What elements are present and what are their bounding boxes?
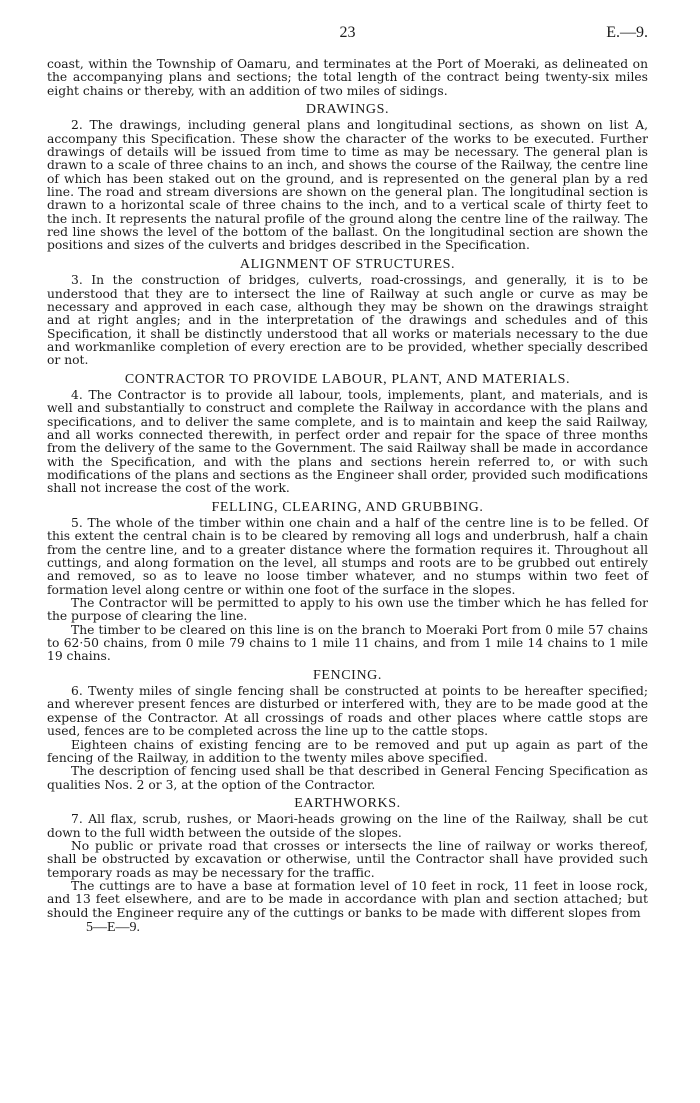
drawings-heading: DRAWINGS.	[305, 102, 390, 118]
earthworks-paragraph-1: 7. All flax, scrub, rushes, or Maori-heads growing on the line of the Railway, shall be cut down to the full width between the outside of the slopes.	[47, 812, 648, 840]
page-number: 23	[339, 24, 356, 41]
page-signature: 5—E—9.	[86, 919, 141, 935]
document-reference: E.—9.	[606, 24, 648, 41]
intro-paragraph: coast, within the Township of Oamaru, and terminates at the Port of Moeraki, as delineated on the accompanying plans and sections; the total length of the contract being twenty-six miles eight chains or thereby, with an addition of two miles of sidings.	[47, 57, 648, 98]
fencing-heading: FENCING.	[313, 667, 382, 683]
contractor-heading: CONTRACTOR TO PROVIDE LABOUR, PLANT, AND MATERIALS.	[124, 371, 571, 387]
document-body	[47, 58, 648, 934]
earthworks-paragraph-3: The cuttings are to have a base at formation level of 10 feet in rock, 11 feet in loose rock, and 13 feet elsewhere, and are to be made in accordance with plan and section attached; but should the Engineer require any of the cuttings or banks to be made with different slopes from	[47, 878, 648, 920]
earthworks-heading: EARTHWORKS.	[294, 795, 401, 811]
fencing-paragraph-2: Eighteen chains of existing fencing are to be removed and put up again as part of the fencing of the Railway, in addition to the twenty miles above specified.	[47, 737, 648, 765]
felling-paragraph-2: The Contractor will be permitted to apply to his own use the timber which he has felled for the purpose of clearing the line.	[47, 596, 648, 624]
drawings-paragraph: 2. The drawings, including general plans and longitudinal sections, as shown on list A, accompany this Specification. These show the character of the works to be executed. Further drawings of details will be issued from time to time as may be necessary. The general plan is drawn to a scale of three chains to an inch, and shows the course of the Railway, the centre line of which has been staked out on the ground, and is represented on the general plan by a red line. The road and stream diversions are shown on the general plan. The longitudinal section is drawn to a horizontal scale of three chains to the inch, and to a vertical scale of thirty feet to the inch. It represents the natural profile of the ground along the centre line of the railway. The red line shows the level of the bottom of the ballast. On the longitudinal section are shown the positions and sizes of the culverts and bridges described in the Specification.	[47, 118, 648, 253]
earthworks-paragraph-2: No public or private road that crosses or intersects the line of railway or works thereof, shall be obstructed by excavation or otherwise, until the Contractor shall have provided such temporary roads as may be necessary for the traffic.	[47, 838, 648, 880]
contractor-paragraph: 4. The Contractor is to provide all labour, tools, implements, plant, and materials, and is well and substantially to construct and complete the Railway in accordance with the plans and specifications, and to deliver the same complete, and is to maintain and keep the said Railway, and all works connected therewith, in perfect order and repair for the space of three months from the delivery of the same to the Government. The said Railway shall be made in accordance with the Specification, and with the plans and sections herein referred to, or with such modifications of the plans and sections as the Engineer shall order, provided such modifications shall not increase the cost of the work.	[47, 387, 648, 496]
fencing-paragraph-3: The description of fencing used shall be that described in General Fencing Specification as qualities Nos. 2 or 3, at the option of the Contractor.	[47, 764, 648, 792]
fencing-paragraph-1: 6. Twenty miles of single fencing shall be constructed at points to be hereafter specified; and wherever present fences are disturbed or interfered with, they are to be made good at the expense of the Contractor. At all crossings of roads and other places where cattle stops are used, fences are to be completed across the line up to the cattle stops.	[47, 684, 648, 739]
page-header	[47, 24, 648, 48]
alignment-heading: ALIGNMENT OF STRUCTURES.	[239, 256, 456, 272]
felling-paragraph-3: The timber to be cleared on this line is on the branch to Moeraki Port from 0 mile 57 chains to 62·50 chains, from 0 mile 79 chains to 1 mile 11 chains, and from 1 mile 14 chains to 1 mile 19 chains.	[47, 622, 648, 664]
felling-paragraph-1: 5. The whole of the timber within one chain and a half of the centre line is to be felled. Of this extent the central chain is to be cleared by removing all logs and underbrush, half a chain from the centre line, and to a greater distance where the formation requires it. Throughout all cuttings, and along formation on the level, all stumps and roots are to be grubbed out entirely and removed, so as to leave no loose timber whatever, and no stumps within two feet of formation level along centre or within one foot of the surface in the slopes.	[47, 516, 648, 597]
felling-heading: FELLING, CLEARING, AND GRUBBING.	[211, 499, 484, 515]
alignment-paragraph: 3. In the construction of bridges, culverts, road-crossings, and generally, it is to be understood that they are to intersect the line of Railway at such angle or curve as may be necessary and approved in each case, although they may be shown on the drawings straight and at right angles; and in the interpretation of the drawings and schedules and of this Specification, it shall be distinctly understood that all works or materials necessary to the due and workmanlike completion of every erection are to be provided, whether specially described or not.	[47, 273, 648, 368]
